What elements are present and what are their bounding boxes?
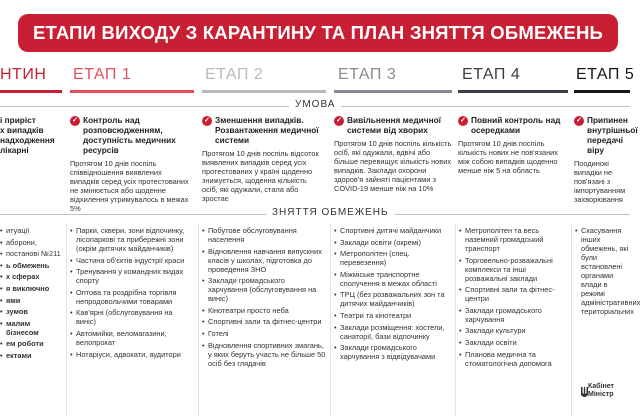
header-banner [0,0,630,63]
restriction-item: • Заклади громадського харчування [459,306,569,324]
column-divider [330,224,331,416]
condition-title: Повний контроль над осередками [471,115,561,135]
stage-4-label: ЕТАП 4 [462,66,521,83]
restriction-item: • Заклади культури [459,326,569,335]
restrictions-list [459,226,569,368]
restriction-item: • Скасування інших обмежень, які були встановлені органами влади в режимі адміністративних територіальних [575,226,630,316]
stage-4-line [458,90,568,93]
condition-body: Протягом 10 днів поспіль співвідношення виявлених випадків серед усіх протестованих не змінюється або щоденне відхилення утримувалось в межах 5% [70,159,189,213]
condition-body: Поодинокі випадки не пов'язані з імпортуванням захворювання [574,159,626,204]
restriction-item: • Заклади освіти (окремі) [334,238,452,247]
condition-heading: УМОВА [289,99,341,110]
restriction-item: • Спортивні зали та фітнес-центри [459,285,569,303]
restriction-item: • Оптова та роздрібна торгівля непродовольчими товарами [70,288,194,306]
restriction-item: • Міжміське транспортне сполучення в межах області [334,270,452,288]
stage-1-line [70,90,194,93]
restriction-item: • Спортивні дитячі майданчики [334,226,452,235]
restrictions-col-2 [202,226,326,416]
restriction-item: • Кінотеатри просто неба [202,306,326,315]
restrictions-heading: ЗНЯТТЯ ОБМЕЖЕНЬ [266,207,395,218]
stage-5-line [574,90,630,93]
page-title: ЕТАПИ ВИХОДУ З КАРАНТИНУ ТА ПЛАН ЗНЯТТЯ ОБМЕЖЕНЬ [18,14,618,52]
restriction-item: • Готелі [202,329,326,338]
restriction-item: • ектами [0,351,64,360]
restriction-item: • Частина об'єктів індустрії краси [70,256,194,265]
condition-col-4 [458,115,568,223]
stage-2-line [202,90,326,93]
stage-3-label: ЕТАП 3 [338,66,397,83]
restriction-item: • ем роботи [0,339,64,348]
restrictions-list [0,226,64,360]
restriction-item: • Заклади розміщення: хостели, санаторії, бази відпочинку [334,323,452,341]
restriction-item: • итуації [0,226,64,235]
restriction-item: • Метрополітен (спец. перевезення) [334,249,452,267]
restriction-item: • Планова медична та стоматологічна допомога [459,350,569,368]
restriction-item: • Заклади громадського харчування з відвідувачами [334,343,452,361]
restriction-item: • постанові №211 [0,249,64,258]
condition-title: Вивільнення медичної системи від хворих [347,115,442,135]
restriction-item: • Спортивні зали та фітнес-центри [202,317,326,326]
restriction-item: • Відновлення спортивних змагань, у яких беруть участь не більше 50 осіб без глядачів [202,341,326,368]
column-divider [66,224,67,416]
column-divider [455,224,456,416]
check-icon: ✓ [334,116,344,126]
condition-body: Протягом 10 днів поспіль відсоток виявлених випадків серед усіх протестованих у країні щоденно знижується, щоденна кількість осіб, які одужали, стала або зростає [202,149,319,203]
stage-0-label: НТИН [0,66,47,83]
restriction-item: • аборони, [0,238,64,247]
check-icon: ✓ [70,116,80,126]
government-logo [588,383,630,416]
condition-col-1 [70,115,192,223]
restriction-item: • ями [0,296,64,305]
restriction-item: • Заклади освіти [459,338,569,347]
check-icon: ✓ [202,116,212,126]
restriction-item: • Відновлення навчання випускних класів у школах, підготовка до проведення ЗНО [202,247,326,274]
stage-2-label: ЕТАП 2 [205,66,264,83]
restriction-item: • малим бізнесом [0,319,64,337]
condition-title: і приріст х випадків надходження лікарні [0,115,55,155]
restriction-item: • Метрополітен та весь наземний громадський транспорт [459,226,569,253]
restriction-item: • х сферах [0,272,64,281]
condition-body: Протягом 10 днів поспіль кількість нових не пов'язаних між собою випадків щоденно менше ніж 5 на область [458,139,558,175]
stage-3-line [334,90,452,93]
condition-title: Контроль над розповсюдженням, доступність медичних ресурсів [83,115,176,155]
column-divider [571,224,572,416]
restrictions-list [202,226,326,368]
restriction-item: • Кав'ярні (обслуговування на виніс) [70,308,194,326]
restrictions-col-0 [0,226,64,416]
logo-line-2: Міністр [588,391,614,398]
restriction-item: • Побутове обслуговування населення [202,226,326,244]
logo-line-1: Кабінет [588,383,614,390]
stage-1-label: ЕТАП 1 [73,66,132,83]
restrictions-list [575,226,640,316]
restriction-item: • Театри та кінотеатри [334,311,452,320]
restriction-item: • я виключно [0,284,64,293]
restrictions-col-4 [459,226,569,416]
condition-body: Протягом 10 днів поспіль кількість осіб, які одужали, вдвічі або більше перевищує кількість нових випадків. Заклади охорони здоров'я зайняті пацієнтами з COVID-19 менше ніж на 10% [334,139,452,193]
restrictions-col-3 [334,226,452,416]
restriction-item: • ТРЦ (без розважальних зон та дитячих майданчиків) [334,290,452,308]
restriction-item: • ь обмежень [0,261,64,270]
check-icon: ✓ [574,116,584,126]
restrictions-list [334,226,452,361]
restriction-item: • Тренування у командних видах спорту [70,267,194,285]
restriction-item: • зумов [0,307,64,316]
condition-title: Припинен внутрішньої передачі віру [587,115,638,155]
stage-0-line [0,90,62,93]
stage-5-label: ЕТАП 5 [576,66,635,83]
restriction-item: • Парки, сквери, зони відпочинку, лісопаркові та прибережні зони (окрім дитячих майданчиків) [70,226,194,253]
restriction-item: • Нотаріуси, адвокати, аудитори [70,350,194,359]
restrictions-col-1 [70,226,194,416]
restriction-item: • Заклади громадського харчування (обслуговування на виніс) [202,276,326,303]
condition-col-5 [574,115,638,223]
restriction-item: • Автомийки, веломагазини, велопрокат [70,329,194,347]
check-icon: ✓ [458,116,468,126]
restrictions-list [70,226,194,359]
condition-title: Зменшення випадків. Розвантаження медичної системи [215,115,319,145]
condition-col-0 [0,115,62,220]
restriction-item: • Торговельно-розважальні комплекси та інші розважальні заклади [459,256,569,283]
column-divider [198,224,199,416]
